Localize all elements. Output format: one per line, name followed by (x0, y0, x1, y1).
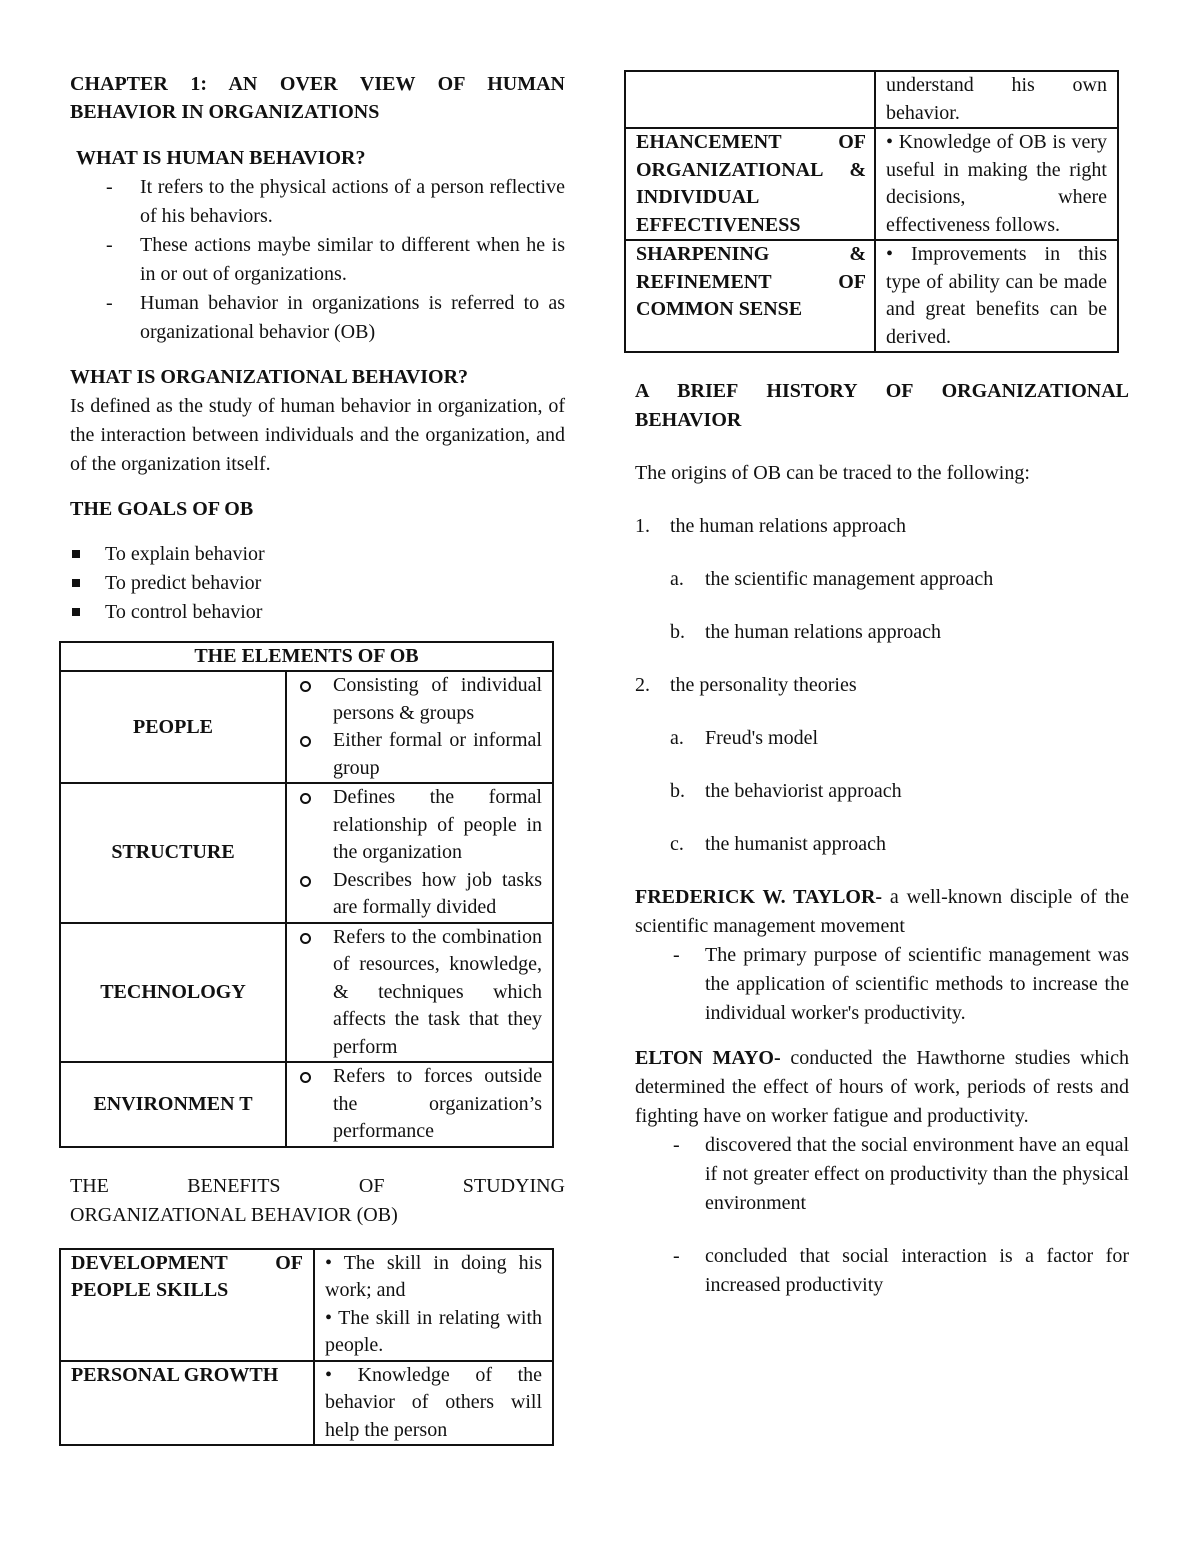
list-item: - concluded that social interaction is a factor for increased productivity (635, 1242, 1129, 1300)
goals-list (70, 540, 565, 627)
list-item: - These actions maybe similar to different when he is in or out of organizations. (70, 231, 565, 289)
list-item (287, 1063, 542, 1146)
list-number: 1. (635, 515, 650, 537)
goals-heading: THE GOALS OF OB (70, 498, 254, 520)
list-item-text: Describes how job tasks are formally divided (333, 868, 542, 918)
list-item-text: the humanist approach (705, 833, 887, 855)
element-description (286, 671, 553, 783)
list-item: - discovered that the social environment have an equal if not greater effect on productivity than the physical environment (635, 1131, 1129, 1218)
list-item-text: To explain behavior (105, 543, 265, 565)
benefit-description (314, 1249, 553, 1361)
list-item-text: Consisting of individual persons & groups (333, 674, 542, 724)
benefits-heading-line1: THE BENEFITS OF STUDYING (70, 1174, 565, 1197)
list-item-text: the scientific management approach (705, 568, 994, 590)
list-item (70, 569, 565, 598)
org-behavior-definition: Is defined as the study of human behavior in organization, of the interaction between individuals and the organization, and of the organization itself. (70, 395, 565, 475)
sub-list (670, 565, 1129, 647)
benefit-name: DEVELOPMENT OF PEOPLE SKILLS (60, 1249, 314, 1361)
list-item (287, 924, 542, 1062)
list-item-text: To control behavior (105, 601, 263, 623)
table-row (625, 240, 1118, 352)
element-description (286, 1062, 553, 1147)
benefit-line: • Knowledge of the behavior of others will help the person (325, 1363, 542, 1441)
list-letter: a. (670, 727, 684, 749)
element-description (286, 923, 553, 1063)
benefit-name: PERSONAL GROWTH (60, 1361, 314, 1446)
sub-list-item (670, 830, 1129, 859)
sub-list-item (670, 618, 1129, 647)
list-item-text: Freud's model (705, 727, 819, 749)
list-item (287, 727, 542, 782)
benefit-line: • Knowledge of OB is very useful in making the right decisions, where effectiveness follows. (886, 131, 1107, 236)
list-letter: a. (670, 568, 684, 590)
chapter-title: CHAPTER 1: AN OVER VIEW OF HUMAN BEHAVIOR IN ORGANIZATIONS (70, 73, 565, 123)
history-heading: A BRIEF HISTORY OF ORGANIZATIONAL BEHAVIOR (635, 380, 1129, 431)
mayo-list (635, 1131, 1129, 1300)
benefit-name: EHANCEMENT OF ORGANIZATIONAL & INDIVIDUAL EFFECTIVENESS (625, 128, 875, 240)
benefits-heading-line2: ORGANIZATIONAL BEHAVIOR (OB) (70, 1203, 398, 1226)
benefits-table (59, 1248, 554, 1447)
square-bullet-icon (72, 550, 80, 558)
square-bullet-icon (72, 579, 80, 587)
sub-list-item (670, 724, 1129, 753)
benefit-description (875, 71, 1118, 128)
table-row (60, 1361, 553, 1446)
human-behavior-list (70, 173, 565, 347)
list-item: - Human behavior in organizations is referred to as organizational behavior (OB) (70, 289, 565, 347)
mayo-description: conducted the Hawthorne studies which determined the effect of hours of work, periods of rests and fighting have on worker fatigue and productivity. (635, 1047, 1129, 1127)
table-row (60, 923, 553, 1063)
taylor-paragraph (635, 883, 1129, 941)
list-item-text: the behaviorist approach (705, 780, 902, 802)
list-number: 2. (635, 674, 650, 696)
element-description (286, 783, 553, 923)
list-item (70, 540, 565, 569)
list-item-text: the human relations approach (670, 515, 907, 537)
taylor-name: FREDERICK W. TAYLOR- (635, 886, 883, 908)
list-letter: c. (670, 833, 684, 855)
sub-list-item (670, 777, 1129, 806)
human-behavior-heading: WHAT IS HUMAN BEHAVIOR? (76, 147, 366, 169)
history-section (624, 377, 1129, 1300)
circle-bullet-icon (300, 681, 311, 692)
benefit-name (625, 71, 875, 128)
table-row (60, 671, 553, 783)
list-item (287, 672, 542, 727)
circle-bullet-icon (300, 1072, 311, 1083)
list-item-text: Refers to the combination of resources, knowledge, & techniques which affects the task that they perform (333, 925, 542, 1058)
sub-list (670, 724, 1129, 859)
list-item-text: the human relations approach (705, 621, 942, 643)
benefit-name: SHARPENING & REFINEMENT OF COMMON SENSE (625, 240, 875, 352)
table-row (625, 71, 1118, 128)
element-name: STRUCTURE (60, 783, 286, 923)
mayo-paragraph (635, 1044, 1129, 1131)
right-column (624, 70, 1129, 1300)
circle-bullet-icon (300, 876, 311, 887)
list-item (635, 671, 1129, 859)
circle-bullet-icon (300, 736, 311, 747)
sub-list-item (670, 565, 1129, 594)
benefit-line: • Improvements in this type of ability can be made and great benefits can be derived. (886, 243, 1107, 348)
list-item: - It refers to the physical actions of a person reflective of his behaviors. (70, 173, 565, 231)
element-name: PEOPLE (60, 671, 286, 783)
left-column (70, 70, 565, 1446)
list-item (287, 784, 542, 867)
element-name: ENVIRONMEN T (60, 1062, 286, 1147)
list-letter: b. (670, 621, 685, 643)
circle-bullet-icon (300, 933, 311, 944)
benefit-line: understand his own behavior. (886, 74, 1107, 124)
elements-table-header: THE ELEMENTS OF OB (60, 642, 553, 671)
square-bullet-icon (72, 608, 80, 616)
benefits-table-continued (624, 70, 1119, 353)
benefit-description (875, 128, 1118, 240)
elements-table (59, 641, 554, 1148)
benefit-description (875, 240, 1118, 352)
list-letter: b. (670, 780, 685, 802)
benefit-description (314, 1361, 553, 1446)
benefit-line: • The skill in relating with people. (325, 1306, 542, 1356)
list-item (287, 867, 542, 922)
element-name: TECHNOLOGY (60, 923, 286, 1063)
list-item-text: Defines the formal relationship of people in the organization (333, 786, 542, 863)
list-item (70, 598, 565, 627)
table-row (60, 1249, 553, 1361)
org-behavior-heading: WHAT IS ORGANIZATIONAL BEHAVIOR? (70, 366, 469, 388)
list-item (635, 512, 1129, 647)
taylor-description: a well-known disciple of the scientific management movement (635, 886, 1130, 937)
list-item-text: Refers to forces outside the organization’s performance (333, 1065, 542, 1142)
list-item-text: the personality theories (670, 674, 857, 696)
circle-bullet-icon (300, 793, 311, 804)
history-list (635, 512, 1129, 859)
table-row (60, 1062, 553, 1147)
table-row (60, 783, 553, 923)
table-row (625, 128, 1118, 240)
history-intro: The origins of OB can be traced to the following: (635, 462, 1030, 484)
list-item-text: To predict behavior (105, 572, 262, 594)
list-item-text: Either formal or informal group (333, 729, 542, 779)
benefit-line: • The skill in doing his work; and (325, 1251, 542, 1301)
taylor-list (635, 941, 1129, 1028)
list-item: - The primary purpose of scientific management was the application of scientific methods to increase the individual worker's productivity. (635, 941, 1129, 1028)
mayo-name: ELTON MAYO- (635, 1047, 781, 1069)
